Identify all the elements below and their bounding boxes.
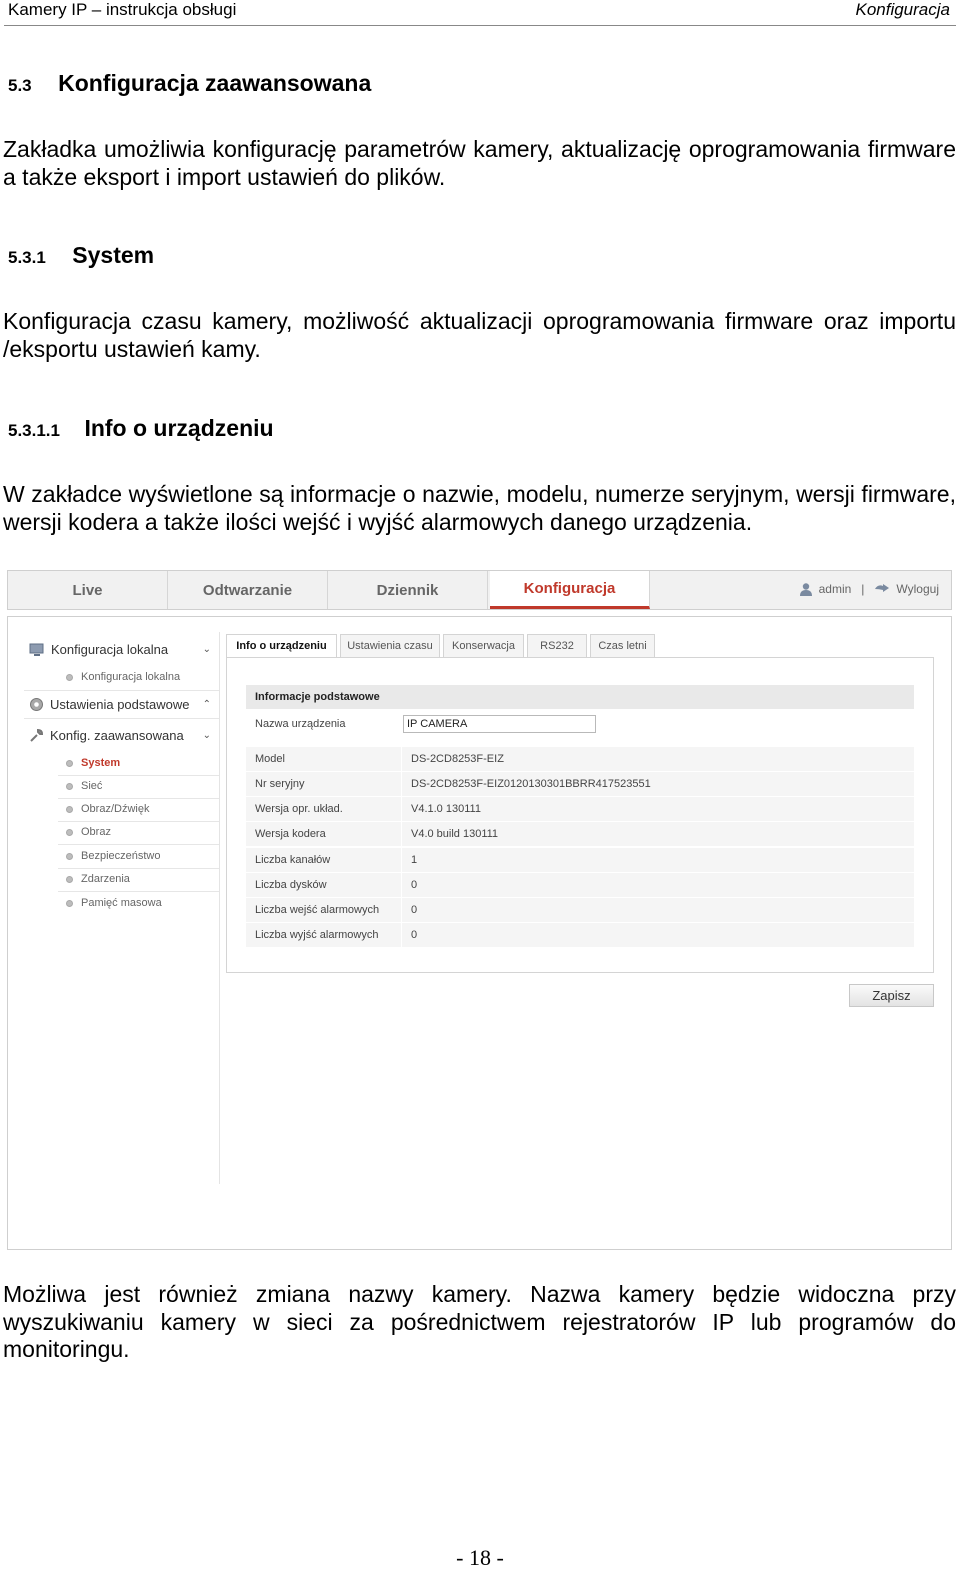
section-title-bar: Informacje podstawowe [246,685,914,709]
info-value: 0 [411,929,418,941]
info-value: 0 [411,904,418,916]
sidebar-local-config[interactable] [29,642,211,657]
bullet-icon [66,806,73,813]
divider [58,775,219,776]
divider [58,798,219,799]
nav-tab-playback[interactable]: Odtwarzanie [168,571,328,609]
logout-icon [874,584,890,594]
info-value: DS-2CD8253F-EIZ [411,753,504,765]
camera-top-nav [7,570,952,610]
tab-device-info[interactable]: Info o urządzeniu [226,634,337,658]
heading-title: Info o urządzeniu [84,415,274,441]
sidebar-item-system[interactable] [66,757,120,769]
device-name-row [246,712,914,738]
save-button[interactable]: Zapisz [849,984,934,1007]
monitor-icon [29,643,45,657]
chevron-up-icon: ⌃ [202,699,211,710]
info-label: Liczba wyjść alarmowych [255,929,379,941]
sidebar-item-local-config[interactable] [66,671,180,683]
info-label: Liczba wejść alarmowych [255,904,380,916]
chevron-down-icon: ⌄ [202,730,211,741]
info-value: 0 [411,879,418,891]
sidebar-item-label: System [81,757,121,769]
sidebar-item-label: Sieć [81,780,103,792]
sidebar-advanced-config[interactable] [29,728,211,743]
heading-number: 5.3.1.1 [8,421,60,440]
bullet-icon [66,783,73,790]
gear-icon [29,697,44,712]
bullet-icon [66,829,73,836]
info-label: Model [255,753,285,765]
info-row-encoder [246,822,914,847]
bullet-icon [66,853,73,860]
paragraph-5-3-1: Konfiguracja czasu kamery, możliwość aktualizacji oprogramowania firmware oraz importu /eksportu ustawień kamy. [3,308,956,362]
column-separator [401,873,402,897]
paragraph-5-3-1-1: W zakładce wyświetlone są informacje o nazwie, modelu, numerze seryjnym, wersji firmware, wersji kodera a także ilości wejść i wyjść alarmowych danego urządzenia. [3,481,956,535]
tab-dst[interactable]: Czas letni [590,634,655,658]
bullet-icon [66,876,73,883]
sidebar-label: Ustawienia podstawowe [50,697,190,712]
bullet-icon [66,674,73,681]
info-row-serial [246,772,914,797]
info-value: V4.0 build 130111 [411,828,499,840]
heading-number: 5.3 [8,76,32,95]
sidebar-item-events[interactable] [66,873,130,885]
user-icon [799,582,813,596]
info-row-firmware [246,797,914,822]
bullet-icon [66,760,73,767]
info-label: Wersja kodera [255,828,326,840]
running-header-left: Kamery IP – instrukcja obsługi [8,0,237,19]
running-header-right: Konfiguracja [855,0,950,19]
info-label: Wersja opr. układ. [255,803,343,815]
heading-5-3-1 [8,242,154,269]
column-separator [401,923,402,947]
heading-title: System [72,242,155,268]
sidebar-item-storage[interactable] [66,897,162,909]
sidebar-divider [219,632,220,1184]
sidebar-label: Konfig. zaawansowana [50,728,184,743]
chevron-down-icon: ⌄ [202,644,211,655]
nav-tab-log[interactable]: Dziennik [328,571,488,609]
info-label: Nr seryjny [255,778,305,790]
sidebar-item-label: Zdarzenia [81,873,130,885]
sidebar-label: Konfiguracja lokalna [51,642,169,657]
divider [58,821,219,822]
device-name-label: Nazwa urządzenia [255,718,346,730]
column-separator [401,898,402,922]
sidebar-item-label: Pamięć masowa [81,897,162,909]
column-separator [401,848,402,872]
tab-rs232[interactable]: RS232 [527,634,587,658]
info-label: Liczba dysków [255,879,327,891]
sidebar-item-label: Obraz [81,826,111,838]
info-label: Liczba kanałów [255,854,331,866]
paragraph-5-3: Zakładka umożliwia konfigurację parametrów kamery, aktualizację oprogramowania firmware a także eksport i import ustawień do plików. [3,136,956,190]
info-value: DS-2CD8253F-EIZ0120130301BBRR417523551 [411,778,651,790]
info-value: 1 [411,854,418,866]
heading-5-3 [8,70,371,97]
divider [24,690,219,691]
page-number: - 18 - [456,1545,504,1570]
nav-tab-configuration[interactable]: Konfiguracja [490,571,650,609]
sidebar-item-video-audio[interactable] [66,803,149,815]
device-name-input[interactable] [403,715,596,733]
info-row-alarm-outputs [246,923,914,948]
closing-paragraph: Możliwa jest również zmiana nazwy kamery. Nazwa kamery będzie widoczna przy wyszukiwaniu kamery w sieci za pośrednictwem rejestratorów IP lub programów do monitoringu. [3,1281,956,1362]
sidebar-item-label: Obraz/Dźwięk [81,803,150,815]
divider [58,891,219,892]
divider [58,868,219,869]
heading-number: 5.3.1 [8,248,46,267]
user-area [799,582,939,596]
user-separator: | [861,582,865,596]
sidebar-basic-settings[interactable] [29,697,211,712]
header-rule [4,25,956,26]
wrench-icon [29,728,44,743]
divider [58,844,219,845]
heading-5-3-1-1 [8,415,274,442]
tab-time-settings[interactable]: Ustawienia czasu [340,634,440,658]
sidebar-item-security[interactable] [66,850,161,862]
info-row-alarm-inputs [246,898,914,923]
sidebar-item-network[interactable] [66,780,102,792]
info-row-channels [246,848,914,873]
heading-title: Konfiguracja zaawansowana [58,70,372,96]
username: admin [818,582,852,596]
nav-tab-live[interactable]: Live [8,571,168,609]
sidebar-item-image[interactable] [66,826,111,838]
bullet-icon [66,900,73,907]
logout-link[interactable]: Wyloguj [896,582,939,596]
tab-maintenance[interactable]: Konserwacja [443,634,524,658]
info-row-disks [246,873,914,898]
sidebar-item-label: Konfiguracja lokalna [81,671,181,683]
column-separator [401,772,402,796]
info-row-model [246,747,914,772]
column-separator [401,822,402,846]
column-separator [401,747,402,771]
info-value: V4.1.0 130111 [411,803,481,815]
divider [24,718,219,719]
column-separator [401,797,402,821]
sidebar-item-label: Bezpieczeństwo [81,850,161,862]
